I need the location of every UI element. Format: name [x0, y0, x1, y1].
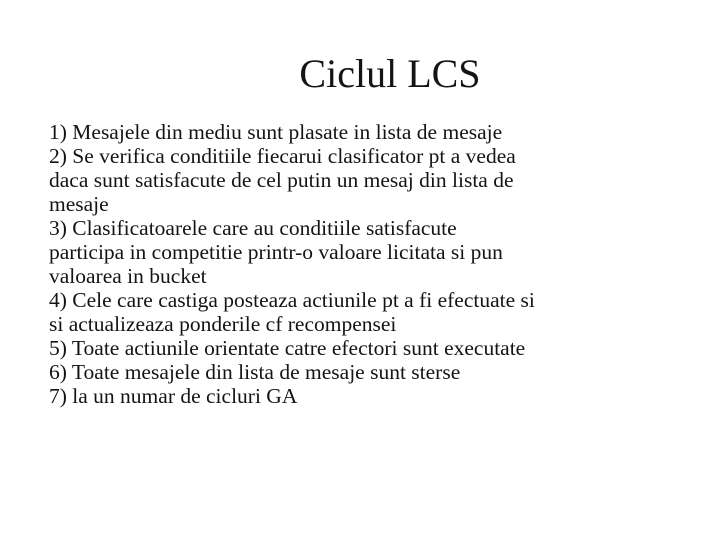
- list-item-line: 1) Mesajele din mediu sunt plasate in lista de mesaje: [49, 120, 503, 144]
- list-item: [49, 360, 699, 384]
- list-item: [49, 216, 699, 288]
- list-item-line: daca sunt satisfacute de cel putin un mesaj din lista de: [49, 168, 514, 192]
- list-item-line: valoarea in bucket: [49, 264, 207, 288]
- list-item-line: 5) Toate actiunile orientate catre efectori sunt executate: [49, 336, 526, 360]
- list-item-line: si actualizeaza ponderile cf recompensei: [49, 312, 397, 336]
- step-list: [49, 120, 699, 408]
- list-item-line: 2) Se verifica conditiile fiecarui clasificator pt a vedea: [49, 144, 516, 168]
- list-item: [49, 384, 699, 408]
- list-item-line: mesaje: [49, 192, 109, 216]
- slide-title: Ciclul LCS: [299, 51, 481, 96]
- list-item: [49, 144, 699, 216]
- list-item-line: participa in competitie printr-o valoare licitata si pun: [49, 240, 503, 264]
- list-item-line: 6) Toate mesajele din lista de mesaje sunt sterse: [49, 360, 461, 384]
- list-item-line: 7) la un numar de cicluri GA: [49, 384, 298, 408]
- list-item: [49, 288, 699, 336]
- list-item-line: 4) Cele care castiga posteaza actiunile pt a fi efectuate si: [49, 288, 535, 312]
- list-item: [49, 120, 699, 144]
- list-item-line: 3) Clasificatoarele care au conditiile satisfacute: [49, 216, 457, 240]
- list-item: [49, 336, 699, 360]
